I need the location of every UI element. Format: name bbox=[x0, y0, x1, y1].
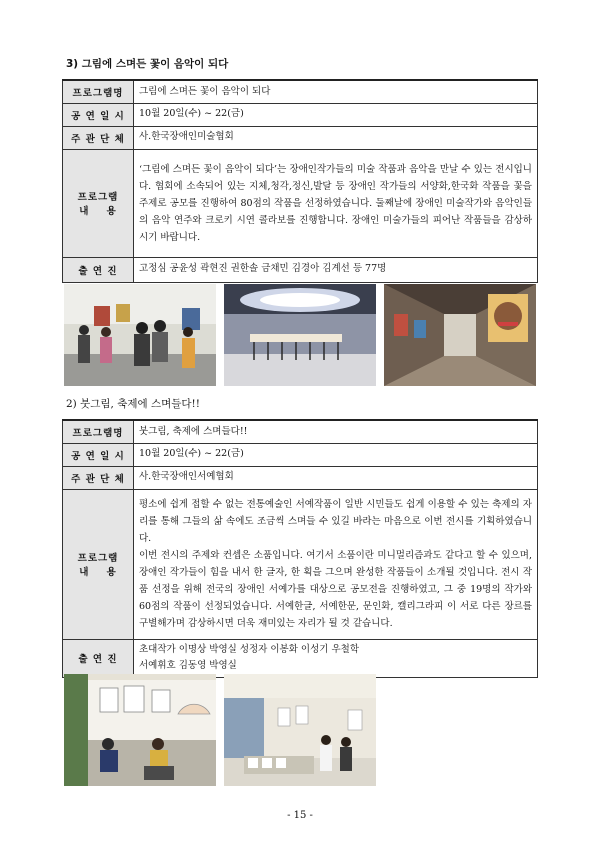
section2-info-table bbox=[62, 419, 538, 678]
cast-value: 고정심 공윤성 곽현진 권한솔 금채민 김경아 김계선 등 77명 bbox=[134, 257, 538, 282]
hall-exhibition-photo bbox=[224, 284, 376, 386]
content-label-line1: 프로그램 bbox=[77, 192, 119, 203]
program-name-value: 그림에 스며든 꽃이 음악이 되다 bbox=[134, 80, 538, 103]
date-label: 공 연 일 시 bbox=[63, 103, 134, 126]
date-value: 10월 20일(수) ~ 22(금) bbox=[134, 443, 538, 466]
cast-label: 출 연 진 bbox=[63, 257, 134, 282]
content-paragraph-1: 평소에 쉽게 접할 수 없는 전통예술인 서예작품이 일반 시민들도 쉽게 이용할 수 있는 축제의 자리를 통해 그들의 삶 속에도 조금씩 스며들 수 있길 바라는 마음으로 이번 전시를 기획하였습니다. bbox=[139, 499, 532, 544]
cast-value bbox=[134, 639, 538, 677]
calligraphy-display-photo bbox=[224, 674, 376, 786]
section1-info-table bbox=[62, 79, 538, 283]
content-label-line2: 내 용 bbox=[79, 567, 117, 578]
content-label bbox=[63, 489, 134, 639]
host-label: 주 관 단 체 bbox=[63, 466, 134, 489]
content-label bbox=[63, 149, 134, 257]
program-name-value: 붓그림, 축제에 스며들다!! bbox=[134, 420, 538, 443]
date-value: 10월 20일(수) ~ 22(금) bbox=[134, 103, 538, 126]
host-value: 사.한국장애인서예협회 bbox=[134, 466, 538, 489]
program-name-label: 프로그램명 bbox=[63, 80, 134, 103]
calligraphy-booth-photo bbox=[64, 674, 216, 786]
content-paragraph-2: 이번 전시의 주제와 컨셉은 소품입니다. 여기서 소품이란 미니멀리즘과도 같다고 할 수 있으며, 장애인 작가들이 힘을 내서 한 글자, 한 획을 그으며 완성한 작품들이 소개될 것입니다. 전시 작품 선정을 위해 전국의 장애인 서예가를 대상으로 공모전을 진행하였고, 그 중 19명의 작가와 60점의 작품이 선정되었습니다. 서예한글, 서예한문, 문인화, 캘리그라피 이 서로 다른 장르를 구별해가며 감상하시면 더욱 재미있는 자리가 될 것 같습니다. bbox=[139, 550, 532, 629]
program-name-label: 프로그램명 bbox=[63, 420, 134, 443]
host-value: 사.한국장애인미술협회 bbox=[134, 126, 538, 149]
cast-line-1: 초대작가 이명상 박영실 성정자 이봉화 이성기 우철학 bbox=[139, 643, 360, 655]
cast-label: 출 연 진 bbox=[63, 639, 134, 677]
gallery-visitors-photo bbox=[64, 284, 216, 386]
content-text: ‘그림에 스며든 꽃이 음악이 되다’는 장애인작가들의 미술 작품과 음악을 만날 수 있는 전시입니다. 협회에 소속되어 있는 지체,청각,정신,발달 등 장애인 작가들의 서양화,한국화 작품을 꽃을 주제로 공모를 진행하여 80점의 작품을 선정하였습니다. 둘째날에 장애인 미술작가와 음악인들의 음악 연주와 크로키 시연 콜라보를 진행합니다. 장애인 미술가들의 피어난 작품들을 감상하시기 바랍니다. bbox=[134, 149, 538, 257]
section2-title: 2) 붓그림, 축제에 스며들다!! bbox=[66, 398, 200, 410]
content-text bbox=[134, 489, 538, 639]
cast-line-2: 서예휘호 김동영 박영실 bbox=[139, 660, 237, 671]
page-number: - 15 - bbox=[287, 810, 313, 821]
host-label: 주 관 단 체 bbox=[63, 126, 134, 149]
content-label-line2: 내 용 bbox=[79, 206, 117, 217]
corridor-gallery-photo bbox=[384, 284, 536, 386]
section1-title: 3) 그림에 스며든 꽃이 음악이 되다 bbox=[66, 58, 229, 70]
date-label: 공 연 일 시 bbox=[63, 443, 134, 466]
content-label-line1: 프로그램 bbox=[77, 553, 119, 564]
